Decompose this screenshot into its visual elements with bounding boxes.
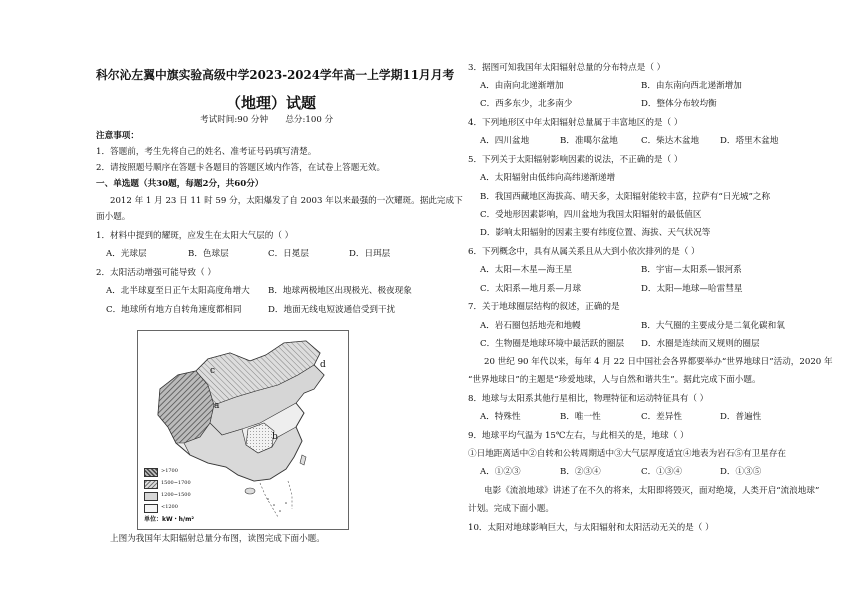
legend-swatch — [144, 480, 158, 489]
page-title: 科尔沁左翼中旗实验高级中学2023-2024学年高一上学期11月月考 — [96, 68, 455, 82]
question-detail: ①日地距离适中②自转和公转周期适中③大气层厚度适宜④地表为岩石⑤有卫星存在 — [468, 449, 786, 459]
option-b: B．地球两极地区出现极光、极夜现象 — [268, 286, 412, 296]
option-d: D．水圈是连续而又规则的圈层 — [641, 339, 760, 349]
question-stem: 1．材料中提到的耀斑，应发生在太阳大气层的（ ） — [96, 231, 294, 241]
option-d: D．地面无线电短波通信受到干扰 — [268, 305, 396, 315]
option-c: C．受地形因素影响，四川盆地为我国太阳辐射的最低值区 — [480, 210, 702, 220]
option-b: B．②③④ — [560, 467, 601, 477]
option-b: B．宇宙—太阳系—银河系 — [641, 265, 742, 275]
option-b: B．色球层 — [188, 249, 229, 259]
option-b: B．我国西藏地区海拔高、晴天多，太阳辐射能较丰富，拉萨有“日光城”之称 — [480, 192, 771, 202]
passage-text: 面小题。 — [96, 212, 131, 222]
option-b: B．唯一性 — [560, 412, 601, 422]
note-item: 2．请按照题号顺序在答题卡各题目的答题区域内作答，在试卷上答题无效。 — [96, 163, 386, 173]
legend-label: 1200~1500 — [161, 492, 191, 498]
option-a: A．太阳—木星—海王星 — [480, 265, 573, 275]
option-b: B．由东南向西北递渐增加 — [641, 81, 742, 91]
option-c: C．西多东少，北多南少 — [480, 99, 573, 109]
map-legend — [144, 466, 194, 525]
question-stem: 6．下列概念中，具有从属关系且从大到小依次排列的是（ ） — [468, 247, 700, 257]
question-stem: 8．地球与太阳系其他行星相比，物理特征和运动特征具有（ ） — [468, 394, 709, 404]
option-d: D．①③⑤ — [720, 467, 762, 477]
option-a: A．四川盆地 — [480, 136, 530, 146]
legend-label: 1500~1700 — [161, 480, 191, 486]
option-d: D．日珥层 — [349, 249, 391, 259]
option-c: C．太阳系—地月系—月球 — [480, 284, 582, 294]
passage-text: 2012 年 1 月 23 日 11 时 59 分，太阳爆发了自 2003 年以来最强的一次耀斑。据此完成下 — [110, 196, 463, 206]
map-label-b: b — [272, 432, 278, 442]
option-b: B．准噶尔盆地 — [560, 136, 618, 146]
option-a: A．北半球夏至日正午太阳高度角增大 — [106, 286, 250, 296]
option-a: A．特殊性 — [480, 412, 521, 422]
question-stem: 3．据图可知我国年太阳辐射总量的分布特点是（ ） — [468, 63, 666, 73]
option-c: C．生物圈是地球环境中最活跃的圈层 — [480, 339, 625, 349]
legend-swatch — [144, 468, 158, 477]
option-c: C．柴达木盆地 — [641, 136, 700, 146]
question-stem: 7．关于地球圈层结构的叙述，正确的是 — [468, 302, 620, 312]
option-a: A．太阳辐射由低纬向高纬递渐递增 — [480, 173, 616, 183]
question-stem: 9．地球平均气温为 15℃左右，与此相关的是，地球（ ） — [468, 431, 689, 441]
question-stem: 2．太阳活动增强可能导致（ ） — [96, 268, 216, 278]
passage-text: “世界地球日”的主题是“珍爱地球，人与自然和谐共生”。据此完成下面小题。 — [468, 375, 761, 385]
option-c: C．①③④ — [641, 467, 682, 477]
option-a: A．①②③ — [480, 467, 521, 477]
option-a: A．岩石圈包括地壳和地幔 — [480, 321, 581, 331]
option-d: D．太阳—地球—哈雷彗星 — [641, 284, 743, 294]
legend-label: <1200 — [161, 504, 178, 510]
option-d: D．影响太阳辐射的因素主要有纬度位置、海拔、天气状况等 — [480, 228, 711, 238]
legend-swatch — [144, 504, 158, 513]
question-stem: 4．下列地形区中年太阳辐射总量属于丰富地区的是（ ） — [468, 118, 683, 128]
legend-swatch — [144, 492, 158, 501]
note-item: 1．答题前，考生先将自己的姓名、准考证号码填写清楚。 — [96, 147, 317, 157]
passage-text: 20 世纪 90 年代以来，每年 4 月 22 日中国社会各界都要举办“世界地球日”活动，2020 年 — [484, 357, 833, 367]
option-c: C．日冕层 — [268, 249, 309, 259]
legend-label: >1700 — [161, 468, 178, 474]
legend-unit: 单位：kW・h/m² — [144, 516, 194, 523]
notes-heading: 注意事项： — [96, 131, 139, 141]
option-d: D．整体分布较均衡 — [641, 99, 717, 109]
section-heading: 一、单选题（共30题，每题2分，共60分） — [96, 179, 264, 189]
option-a: A．光球层 — [106, 249, 147, 259]
map-label-d: d — [320, 360, 326, 370]
option-d: D．塔里木盆地 — [720, 136, 779, 146]
question-stem: 5．下列关于太阳辐射影响因素的说法，不正确的是（ ） — [468, 155, 683, 165]
question-stem: 10．太阳对地球影响巨大，与太阳辐射和太阳活动无关的是（ ） — [468, 523, 714, 533]
solar-radiation-map — [137, 330, 349, 530]
map-label-a: a — [214, 401, 220, 411]
option-a: A．由南向北递渐增加 — [480, 81, 564, 91]
exam-info: 考试时间:90 分钟 总分:100 分 — [200, 115, 334, 125]
map-caption: 上图为我国年太阳辐射总量分布图，读图完成下面小题。 — [110, 534, 325, 544]
page-subtitle: （地理）试题 — [226, 94, 317, 112]
passage-text: 电影《流浪地球》讲述了在不久的将来，太阳即将毁灭，面对绝境，人类开启“流浪地球” — [484, 486, 820, 496]
option-d: D．普遍性 — [720, 412, 762, 422]
map-label-c: c — [210, 366, 216, 376]
option-c: C．差异性 — [641, 412, 682, 422]
passage-text: 计划。完成下面小题。 — [468, 504, 554, 514]
option-b: B．大气圈的主要成分是二氧化碳和氧 — [641, 321, 785, 331]
option-c: C．地球所有地方自转角速度都相同 — [106, 305, 242, 315]
